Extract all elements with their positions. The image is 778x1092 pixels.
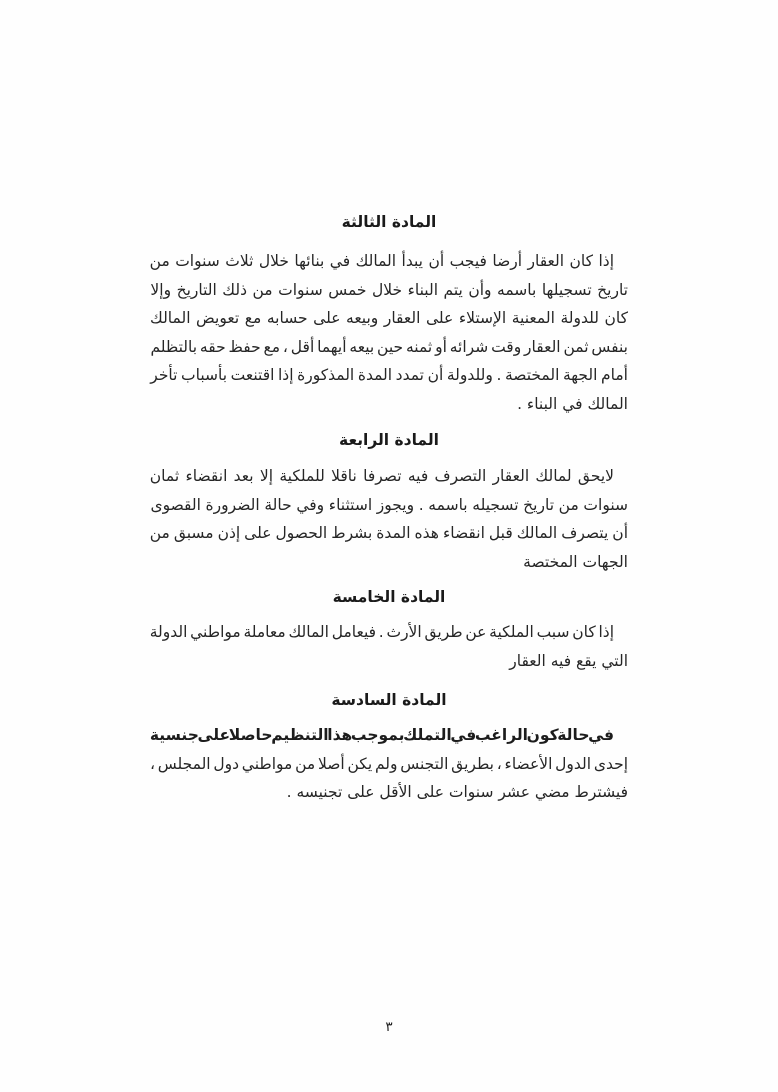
text-line-content: إحدى الدول الأعضاء ، بطريق التجنس ولم يكن أصلا من مواطني دول المجلس ،: [149, 754, 628, 773]
text-line: [150, 647, 628, 676]
document-content: [150, 206, 628, 807]
text-line: [150, 778, 628, 807]
text-line-content: المالك في البناء .: [517, 394, 628, 413]
article-four-body: [150, 462, 628, 576]
text-line: [150, 491, 628, 520]
article-four: [150, 428, 628, 576]
text-line-content: بنفس ثمن العقار وقت شرائه أو ثمنه حين بيعه أيهما أقل ، مع حفظ حقه بالتظلم: [150, 337, 628, 356]
text-line: [150, 548, 628, 577]
text-line-content: تاريخ تسجيلها باسمه وأن يتم البناء خلال خمس سنوات من ذلك التاريخ وإلا: [150, 280, 628, 299]
text-line-content: التي يقع فيه العقار: [509, 651, 628, 670]
text-line: [150, 361, 628, 390]
article-four-title: المادة الرابعة: [339, 431, 439, 449]
text-line-content: أمام الجهة المختصة . وللدولة أن تمدد المدة المذكورة إذا اقتنعت بأسباب تأخر: [150, 366, 628, 384]
text-line-content: لايحق لمالك العقار التصرف فيه تصرفا ناقلا للملكية إلا بعد انقضاء ثمان: [149, 467, 614, 485]
text-line-content: إذا كان العقار أرضا فيجب أن يبدأ المالك في بنائها خلال ثلاث سنوات من: [149, 252, 614, 270]
article-six: [150, 688, 628, 807]
text-line-content: أن يتصرف المالك قبل انقضاء هذه المدة بشرط الحصول على إذن مسبق من: [149, 524, 628, 542]
article-three-body: [150, 247, 628, 418]
text-line-content: الجهات المختصة: [523, 552, 628, 571]
text-line: [150, 462, 628, 491]
text-line: [150, 247, 628, 276]
article-three-title: المادة الثالثة: [341, 213, 437, 231]
article-five-body: [150, 618, 628, 675]
article-six-body: [150, 721, 628, 807]
article-five-title: المادة الخامسة: [332, 588, 446, 606]
text-line-content: في حالة كون الراغب في التملك بموجب هذا التنظيم حاصلا على جنسية: [149, 726, 614, 744]
text-line: [150, 519, 628, 548]
text-line: [150, 276, 628, 305]
text-line-content: سنوات من تاريخ تسجيله باسمه . ويجوز استثناء وفي حالة الضرورة القصوى: [150, 495, 628, 514]
article-six-title: المادة السادسة: [331, 691, 447, 709]
text-line: [150, 750, 628, 779]
page-number: ٣: [385, 1019, 393, 1035]
text-line-content: فيشترط مضي عشر سنوات على الأقل على تجنيسه .: [286, 783, 628, 801]
article-three: [150, 210, 628, 418]
text-line-content: كان للدولة المعنية الإستلاء على العقار وبيعه على حسابه مع تعويض المالك: [150, 309, 628, 327]
text-line: [150, 618, 628, 647]
text-line: [150, 333, 628, 362]
text-line: [150, 721, 628, 750]
text-line: [150, 304, 628, 333]
article-five: [150, 585, 628, 675]
text-line-content: إذا كان سبب الملكية عن طريق الأرث . فيعامل المالك معاملة مواطني الدولة: [149, 623, 614, 641]
text-line: [150, 390, 628, 419]
